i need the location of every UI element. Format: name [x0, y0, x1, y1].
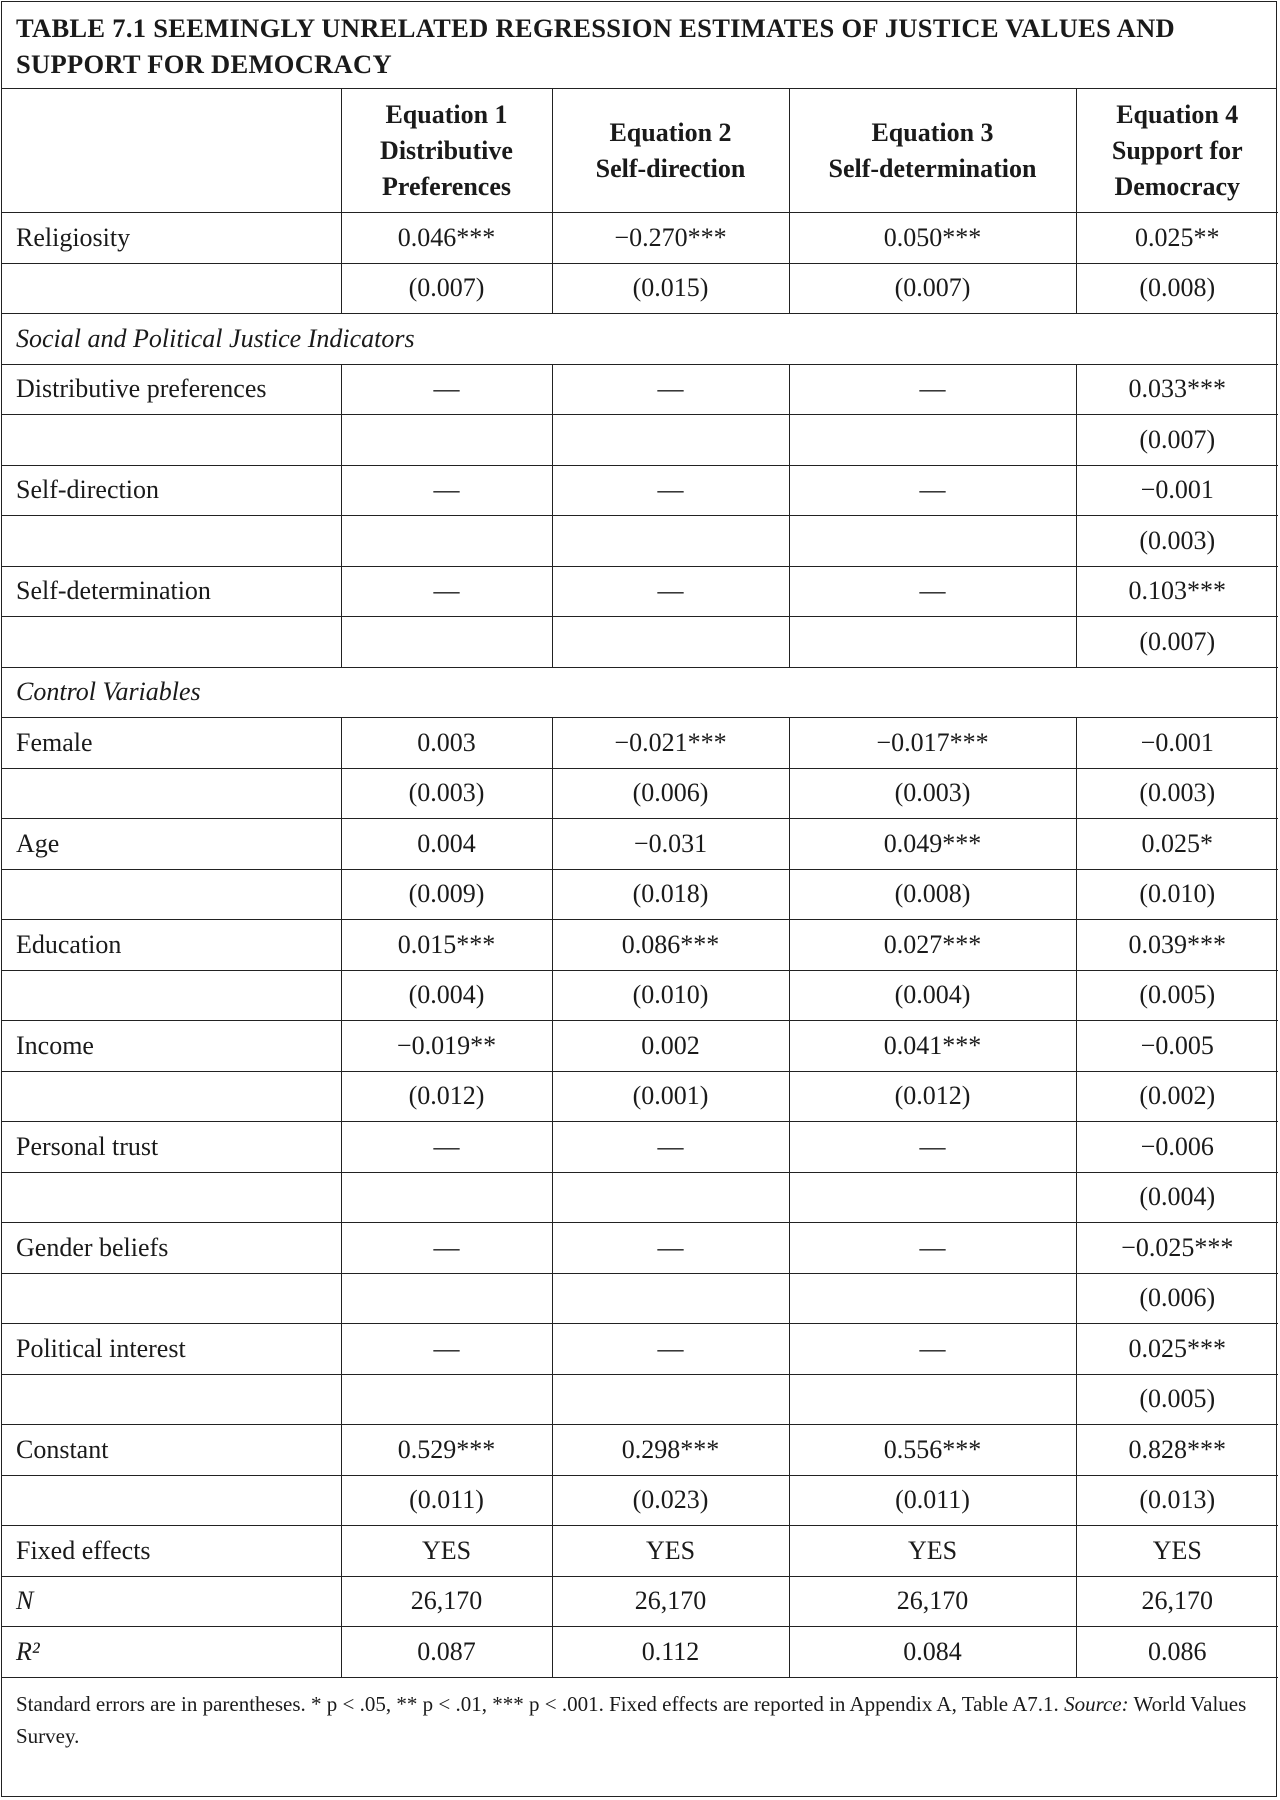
standard-error-row	[2, 970, 1278, 1021]
row-label-blank	[2, 869, 341, 920]
standard-error-cell: (0.009)	[341, 869, 552, 920]
coefficient-cell: 0.004	[341, 819, 552, 870]
standard-error-cell: (0.007)	[1076, 617, 1278, 668]
coefficient-cell: −0.270***	[552, 213, 789, 264]
coefficient-cell: —	[341, 465, 552, 516]
coefficient-cell: 0.025**	[1076, 213, 1278, 264]
row-label: Fixed effects	[2, 1526, 341, 1577]
standard-error-cell	[789, 1374, 1076, 1425]
coefficient-cell: 26,170	[341, 1576, 552, 1627]
standard-error-cell: (0.002)	[1076, 1071, 1278, 1122]
coefficient-cell: —	[552, 1122, 789, 1173]
coefficient-cell: —	[789, 1223, 1076, 1274]
header-blank	[2, 89, 341, 213]
standard-error-row	[2, 869, 1278, 920]
table-row	[2, 1223, 1278, 1274]
coefficient-cell: 0.112	[552, 1627, 789, 1678]
coefficient-cell: —	[789, 465, 1076, 516]
table-notes	[2, 1678, 1276, 1752]
standard-error-cell: (0.013)	[1076, 1475, 1278, 1526]
coefficient-cell: 0.050***	[789, 213, 1076, 264]
coefficient-cell: 0.086	[1076, 1627, 1278, 1678]
row-label: Female	[2, 718, 341, 769]
row-label: Constant	[2, 1425, 341, 1476]
row-label-blank	[2, 1172, 341, 1223]
standard-error-row	[2, 263, 1278, 314]
standard-error-cell: (0.005)	[1076, 970, 1278, 1021]
table-row	[2, 1122, 1278, 1173]
row-label: R²	[2, 1627, 341, 1678]
standard-error-cell: (0.011)	[341, 1475, 552, 1526]
row-label: Self-direction	[2, 465, 341, 516]
table-row	[2, 1526, 1278, 1577]
coefficient-cell: —	[789, 1122, 1076, 1173]
standard-error-cell	[789, 516, 1076, 567]
table-row	[2, 920, 1278, 971]
row-label: Self-determination	[2, 566, 341, 617]
table-row	[2, 819, 1278, 870]
row-label: Income	[2, 1021, 341, 1072]
standard-error-cell	[789, 1172, 1076, 1223]
header-equation-3: Equation 3 Self-determination	[789, 89, 1076, 213]
row-label-blank	[2, 1273, 341, 1324]
standard-error-cell: (0.010)	[552, 970, 789, 1021]
coefficient-cell: 0.025*	[1076, 819, 1278, 870]
coefficient-cell: 0.298***	[552, 1425, 789, 1476]
coefficient-cell: 0.039***	[1076, 920, 1278, 971]
coefficient-cell: 0.087	[341, 1627, 552, 1678]
standard-error-row	[2, 1273, 1278, 1324]
row-label-blank	[2, 1071, 341, 1122]
coefficient-cell: 0.084	[789, 1627, 1076, 1678]
standard-error-cell	[789, 1273, 1076, 1324]
row-label-blank	[2, 516, 341, 567]
standard-error-cell: (0.012)	[341, 1071, 552, 1122]
coefficient-cell: —	[341, 1122, 552, 1173]
standard-error-cell: (0.008)	[1076, 263, 1278, 314]
standard-error-cell: (0.008)	[789, 869, 1076, 920]
standard-error-cell: (0.010)	[1076, 869, 1278, 920]
table-row	[2, 1627, 1278, 1678]
standard-error-cell	[341, 1374, 552, 1425]
table-title: TABLE 7.1 SEEMINGLY UNRELATED REGRESSION ESTIMATES OF JUSTICE VALUES AND SUPPORT FOR DEMOCRACY	[2, 2, 1276, 89]
coefficient-cell: —	[552, 465, 789, 516]
standard-error-cell	[341, 617, 552, 668]
standard-error-cell	[552, 1172, 789, 1223]
coefficient-cell: 0.103***	[1076, 566, 1278, 617]
standard-error-cell: (0.003)	[1076, 516, 1278, 567]
coefficient-cell: —	[552, 1324, 789, 1375]
header-equation-4: Equation 4 Support for Democracy	[1076, 89, 1278, 213]
coefficient-cell: 26,170	[789, 1576, 1076, 1627]
coefficient-cell: −0.006	[1076, 1122, 1278, 1173]
standard-error-row	[2, 1172, 1278, 1223]
coefficient-cell: 0.086***	[552, 920, 789, 971]
coefficient-cell: −0.005	[1076, 1021, 1278, 1072]
notes-text: Standard errors are in parentheses. * p < .05, ** p < .01, *** p < .001. Fixed effects are reported in Appendix A, Table A7.1.	[16, 1691, 1059, 1716]
row-label-blank	[2, 415, 341, 466]
standard-error-row	[2, 1071, 1278, 1122]
coefficient-cell: 0.046***	[341, 213, 552, 264]
row-label-blank	[2, 1475, 341, 1526]
table-row	[2, 465, 1278, 516]
standard-error-cell: (0.003)	[341, 768, 552, 819]
standard-error-cell	[341, 415, 552, 466]
standard-error-cell	[789, 415, 1076, 466]
row-label: N	[2, 1576, 341, 1627]
standard-error-cell: (0.007)	[789, 263, 1076, 314]
row-label: Gender beliefs	[2, 1223, 341, 1274]
coefficient-cell: —	[341, 566, 552, 617]
coefficient-cell: 0.015***	[341, 920, 552, 971]
coefficient-cell: 0.003	[341, 718, 552, 769]
coefficient-cell: 26,170	[1076, 1576, 1278, 1627]
standard-error-cell	[789, 617, 1076, 668]
coefficient-cell: —	[552, 566, 789, 617]
standard-error-cell: (0.015)	[552, 263, 789, 314]
coefficient-cell: —	[552, 364, 789, 415]
row-label: Education	[2, 920, 341, 971]
standard-error-cell: (0.007)	[1076, 415, 1278, 466]
standard-error-cell	[552, 617, 789, 668]
standard-error-row	[2, 415, 1278, 466]
standard-error-cell	[552, 415, 789, 466]
standard-error-cell	[552, 1273, 789, 1324]
coefficient-cell: 0.828***	[1076, 1425, 1278, 1476]
coefficient-cell: −0.019**	[341, 1021, 552, 1072]
row-label-blank	[2, 768, 341, 819]
coefficient-cell: —	[789, 566, 1076, 617]
table-row	[2, 364, 1278, 415]
coefficient-cell: −0.001	[1076, 465, 1278, 516]
coefficient-cell: YES	[341, 1526, 552, 1577]
coefficient-cell: −0.031	[552, 819, 789, 870]
row-label: Personal trust	[2, 1122, 341, 1173]
standard-error-cell: (0.011)	[789, 1475, 1076, 1526]
coefficient-cell: 0.049***	[789, 819, 1076, 870]
table-row	[2, 718, 1278, 769]
standard-error-cell: (0.003)	[1076, 768, 1278, 819]
table-frame	[1, 1, 1277, 1797]
coefficient-cell: —	[789, 1324, 1076, 1375]
row-label-blank	[2, 1374, 341, 1425]
standard-error-cell: (0.023)	[552, 1475, 789, 1526]
header-equation-2: Equation 2 Self-direction	[552, 89, 789, 213]
standard-error-cell: (0.001)	[552, 1071, 789, 1122]
standard-error-cell	[341, 516, 552, 567]
standard-error-cell: (0.007)	[341, 263, 552, 314]
coefficient-cell: 0.033***	[1076, 364, 1278, 415]
table-row	[2, 1324, 1278, 1375]
standard-error-row	[2, 617, 1278, 668]
standard-error-row	[2, 1374, 1278, 1425]
standard-error-row	[2, 1475, 1278, 1526]
coefficient-cell: YES	[552, 1526, 789, 1577]
coefficient-cell: —	[789, 364, 1076, 415]
row-label-blank	[2, 970, 341, 1021]
source-text: World Values Survey.	[16, 1691, 1247, 1748]
standard-error-cell	[341, 1172, 552, 1223]
table-row	[2, 213, 1278, 264]
standard-error-cell	[341, 1273, 552, 1324]
coefficient-cell: —	[341, 1324, 552, 1375]
row-label: Age	[2, 819, 341, 870]
section-heading: Social and Political Justice Indicators	[2, 314, 1278, 365]
standard-error-cell	[552, 1374, 789, 1425]
standard-error-cell: (0.004)	[341, 970, 552, 1021]
section-row	[2, 667, 1278, 718]
coefficient-cell: —	[341, 1223, 552, 1274]
row-label: Political interest	[2, 1324, 341, 1375]
row-label-blank	[2, 617, 341, 668]
standard-error-cell: (0.005)	[1076, 1374, 1278, 1425]
coefficient-cell: −0.025***	[1076, 1223, 1278, 1274]
row-label-blank	[2, 263, 341, 314]
coefficient-cell: 0.556***	[789, 1425, 1076, 1476]
table-row	[2, 1576, 1278, 1627]
standard-error-cell: (0.006)	[1076, 1273, 1278, 1324]
standard-error-cell: (0.018)	[552, 869, 789, 920]
standard-error-cell	[552, 516, 789, 567]
row-label: Distributive preferences	[2, 364, 341, 415]
table-body	[2, 213, 1278, 1678]
standard-error-cell: (0.004)	[789, 970, 1076, 1021]
table-row	[2, 1425, 1278, 1476]
table-row	[2, 566, 1278, 617]
standard-error-cell: (0.012)	[789, 1071, 1076, 1122]
standard-error-cell: (0.004)	[1076, 1172, 1278, 1223]
row-label: Religiosity	[2, 213, 341, 264]
regression-table	[2, 89, 1278, 1678]
header-equation-1: Equation 1 Distributive Preferences	[341, 89, 552, 213]
coefficient-cell: YES	[1076, 1526, 1278, 1577]
coefficient-cell: −0.021***	[552, 718, 789, 769]
coefficient-cell: 0.041***	[789, 1021, 1076, 1072]
standard-error-cell: (0.006)	[552, 768, 789, 819]
header-row	[2, 89, 1278, 213]
coefficient-cell: 0.027***	[789, 920, 1076, 971]
source-label: Source:	[1064, 1691, 1129, 1716]
standard-error-row	[2, 516, 1278, 567]
coefficient-cell: 0.002	[552, 1021, 789, 1072]
coefficient-cell: −0.017***	[789, 718, 1076, 769]
standard-error-cell: (0.003)	[789, 768, 1076, 819]
section-row	[2, 314, 1278, 365]
coefficient-cell: —	[552, 1223, 789, 1274]
table-row	[2, 1021, 1278, 1072]
section-heading: Control Variables	[2, 667, 1278, 718]
coefficient-cell: YES	[789, 1526, 1076, 1577]
standard-error-row	[2, 768, 1278, 819]
coefficient-cell: 0.529***	[341, 1425, 552, 1476]
coefficient-cell: −0.001	[1076, 718, 1278, 769]
coefficient-cell: —	[341, 364, 552, 415]
coefficient-cell: 0.025***	[1076, 1324, 1278, 1375]
coefficient-cell: 26,170	[552, 1576, 789, 1627]
